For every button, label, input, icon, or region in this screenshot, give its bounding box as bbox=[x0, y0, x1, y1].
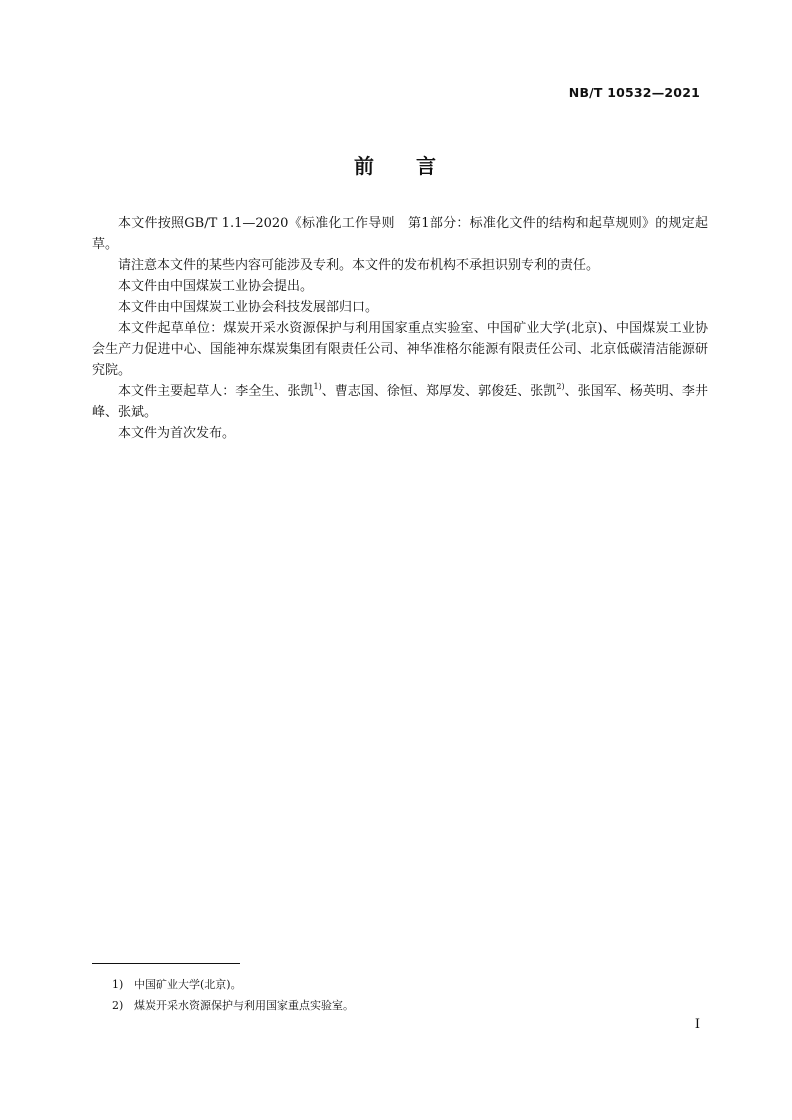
footnote-ref-1: 1) bbox=[313, 382, 322, 391]
footnote-item bbox=[92, 995, 708, 1016]
footnote-ref-2: 2) bbox=[556, 382, 565, 391]
footnotes bbox=[92, 974, 708, 1016]
paragraph-proposed-by: 本文件由中国煤炭工业协会提出。 bbox=[118, 279, 314, 294]
paragraph-patent-notice: 请注意本文件的某些内容可能涉及专利。本文件的发布机构不承担识别专利的责任。 bbox=[118, 258, 600, 273]
footnote-mark: 2) bbox=[112, 999, 124, 1012]
footnote-divider bbox=[92, 963, 240, 964]
paragraph-under-jurisdiction: 本文件由中国煤炭工业协会科技发展部归口。 bbox=[118, 300, 379, 315]
drafters-part-3: 、张国军、杨英明、李井峰、张斌。 bbox=[92, 384, 708, 420]
paragraph-drafting-units: 本文件起草单位：煤炭开采水资源保护与利用国家重点实验室、中国矿业大学(北京)、中国煤炭工业协会生产力促进中心、国能神东煤炭集团有限责任公司、神华准格尔能源有限责任公司、北京低碳清洁能源研究院。 bbox=[92, 321, 708, 378]
page-number: I bbox=[694, 1017, 700, 1032]
drafters-part-1: 本文件主要起草人：李全生、张凯 bbox=[118, 384, 314, 399]
foreword-body bbox=[92, 213, 708, 444]
page-title bbox=[0, 150, 792, 179]
footnote-text: 中国矿业大学(北京)。 bbox=[134, 978, 242, 991]
standard-number: NB/T 10532—2021 bbox=[568, 85, 700, 100]
footnote-item bbox=[92, 974, 708, 995]
paragraph-drafters bbox=[92, 381, 708, 423]
title-char-left: 前 bbox=[354, 154, 376, 178]
footnote-text: 煤炭开采水资源保护与利用国家重点实验室。 bbox=[134, 999, 354, 1012]
title-char-right: 言 bbox=[416, 154, 438, 178]
footnote-mark: 1) bbox=[112, 978, 124, 991]
drafters-part-2: 、曹志国、徐恒、郑厚发、郭俊廷、张凯 bbox=[321, 384, 557, 399]
paragraph-drafting-rules: 本文件按照GB/T 1.1—2020《标准化工作导则 第1部分：标准化文件的结构和起草规则》的规定起草。 bbox=[92, 216, 708, 252]
paragraph-first-release: 本文件为首次发布。 bbox=[118, 426, 236, 441]
